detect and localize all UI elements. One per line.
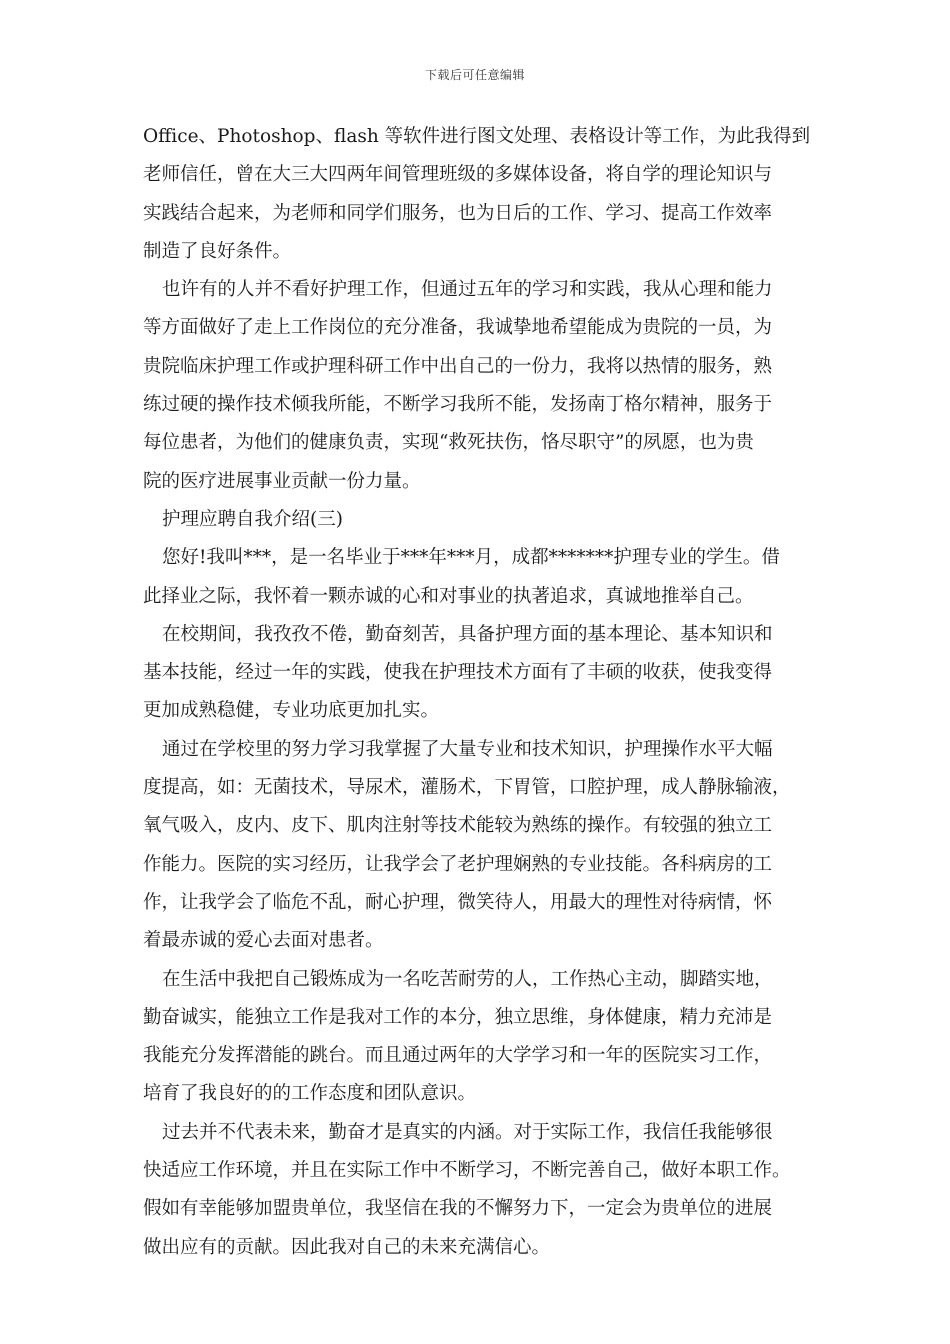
text-line: 培育了我良好的的工作态度和团队意识。 xyxy=(143,1083,477,1105)
text-line: 作能力。医院的实习经历，让我学会了老护理娴熟的专业技能。各科病房的工 xyxy=(143,853,773,875)
text-line: 在生活中我把自己锻炼成为一名吃苦耐劳的人，工作热心主动，脚踏实地， xyxy=(162,968,773,990)
text-line: 假如有幸能够加盟贵单位，我坚信在我的不懈努力下，一定会为贵单位的进展 xyxy=(143,1198,773,1220)
text-line: 我能充分发挥潜能的跳台。而且通过两年的大学学习和一年的医院实习工作， xyxy=(143,1045,773,1067)
text-line: 每位患者，为他们的健康负责，实现“救死扶伤，恪尽职守”的夙愿，也为贵 xyxy=(143,432,754,454)
text-line: 更加成熟稳健，专业功底更加扎实。 xyxy=(143,700,440,722)
text-line: 院的医疗进展事业贡献一份力量。 xyxy=(143,470,421,492)
text-line: 护理应聘自我介绍(三) xyxy=(162,508,343,530)
text-line: 您好!我叫***，是一名毕业于***年***月，成都*******护理专业的学生。借 xyxy=(162,547,780,569)
page-header: 下载后可任意编辑 xyxy=(424,68,525,82)
text-line: 过去并不代表未来，勤奋才是真实的内涵。对于实际工作，我信任我能够很 xyxy=(162,1121,773,1143)
text-line: 作，让我学会了临危不乱，耐心护理，微笑待人，用最大的理性对待病情，怀 xyxy=(143,891,773,913)
text-line: 快适应工作环境，并且在实际工作中不断学习，不断完善自己，做好本职工作。 xyxy=(143,1160,791,1182)
text-line: 通过在学校里的努力学习我掌握了大量专业和技术知识，护理操作水平大幅 xyxy=(162,738,773,760)
text-line: 练过硬的操作技术倾我所能，不断学习我所不能，发扬南丁格尔精神，服务于 xyxy=(143,394,773,416)
text-line: 在校期间，我孜孜不倦，勤奋刻苦，具备护理方面的基本理论、基本知识和 xyxy=(162,623,773,645)
text-line: 着最赤诚的爱心去面对患者。 xyxy=(143,930,384,952)
text-line: 勤奋诚实，能独立工作是我对工作的本分，独立思维，身体健康，精力充沛是 xyxy=(143,1006,773,1028)
text-line: Office、Photoshop、flash 等软件进行图文处理、表格设计等工作，为此我得到 xyxy=(143,126,811,147)
text-line: 做出应有的贡献。因此我对自己的未来充满信心。 xyxy=(143,1236,551,1258)
text-line: 老师信任，曾在大三大四两年间管理班级的多媒体设备，将自学的理论知识与 xyxy=(143,164,773,186)
text-line: 基本技能，经过一年的实践，使我在护理技术方面有了丰硕的收获，使我变得 xyxy=(143,662,773,684)
text-line: 实践结合起来，为老师和同学们服务，也为日后的工作、学习、提高工作效率 xyxy=(143,202,773,224)
text-line: 也许有的人并不看好护理工作，但通过五年的学习和实践，我从心理和能力 xyxy=(162,279,773,301)
text-line: 贵院临床护理工作或护理科研工作中出自己的一份力，我将以热情的服务，熟 xyxy=(143,355,773,377)
text-line: 制造了良好条件。 xyxy=(143,240,292,262)
text-line: 此择业之际，我怀着一颗赤诚的心和对事业的执著追求，真诚地推举自己。 xyxy=(143,585,754,607)
document-body xyxy=(143,118,815,1267)
text-line: 度提高，如：无菌技术，导尿术，灌肠术，下胃管，口腔护理，成人静脉输液， xyxy=(143,777,791,799)
text-line: 氧气吸入，皮内、皮下、肌肉注射等技术能较为熟练的操作。有较强的独立工 xyxy=(143,815,773,837)
text-line: 等方面做好了走上工作岗位的充分准备，我诚挚地希望能成为贵院的一员，为 xyxy=(143,317,773,339)
